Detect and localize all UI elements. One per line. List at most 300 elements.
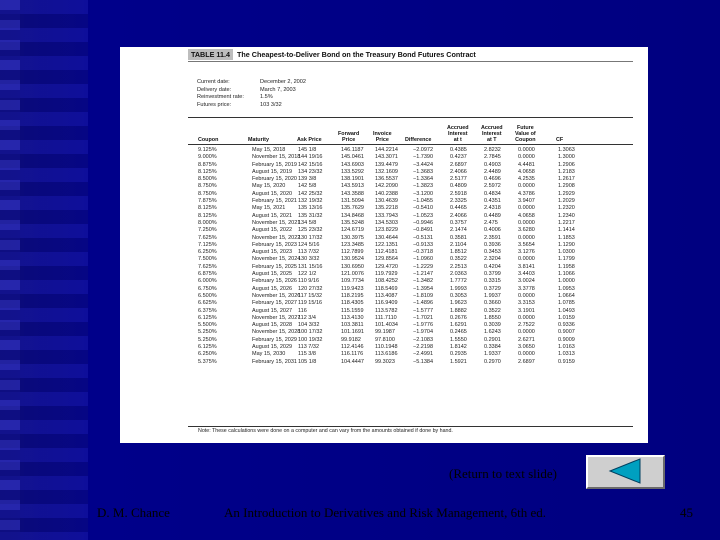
table-cell: 1.1066: [558, 271, 575, 278]
parameter-value: March 7, 2003: [260, 86, 296, 93]
table-cell: 0.0000: [518, 292, 535, 299]
table-cell: August 15, 2025: [252, 271, 293, 278]
table-cell: 2.3325: [450, 198, 467, 205]
table-cell: 2.8232: [484, 147, 501, 153]
table-cell: 2.0363: [450, 271, 467, 278]
table-cell: 0.4489: [484, 212, 501, 219]
table-image: [120, 47, 648, 443]
table-cell: −1.7390: [413, 154, 434, 161]
table-cell: 1.2320: [558, 205, 575, 212]
table-cell: 124.6719: [341, 227, 364, 234]
table-cell: 117 15/32: [298, 292, 323, 299]
table-cell: 135 13/16: [298, 205, 323, 212]
table-cell: 0.2676: [450, 314, 467, 321]
table-cell: 100 19/32: [298, 336, 323, 343]
table-cell: 4.3786: [518, 190, 535, 197]
table-cell: February 15, 2027: [252, 300, 297, 307]
table-cell: 9.000%: [198, 154, 217, 161]
table-cell: 0.0000: [518, 329, 535, 336]
table-cell: 138.1901: [341, 176, 364, 183]
table-cell: 143.6903: [341, 161, 364, 168]
table-cell: 101.4034: [375, 322, 398, 329]
parameter-label: Futures price:: [197, 101, 232, 108]
column-header: Future Value of Coupon: [515, 125, 536, 143]
table-cell: 1.0313: [558, 351, 575, 358]
column-header: Maturity: [248, 137, 269, 143]
parameter-row: [197, 87, 306, 95]
table-cell: 1.1799: [558, 256, 575, 263]
table-cell: 133.5292: [341, 168, 364, 175]
table-cell: February 15, 2031: [252, 358, 297, 365]
table-cell: 1.7772: [450, 278, 467, 285]
title-divider: [188, 61, 633, 62]
table-cell: 113 7/32: [298, 344, 320, 351]
table-cell: 143.3071: [375, 154, 398, 161]
footer-rule: [188, 426, 633, 427]
table-cell: 2.5972: [484, 183, 501, 190]
table-cell: November 15, 2028: [252, 329, 301, 336]
table-cell: 131 15/16: [298, 263, 323, 270]
table-cell: 0.3315: [484, 278, 501, 285]
table-cell: 133.7943: [375, 212, 398, 219]
table-cell: 0.4385: [450, 147, 467, 153]
table-cell: 5.250%: [198, 329, 217, 336]
table-cell: 123.3485: [341, 241, 364, 248]
table-cell: 0.0000: [518, 256, 535, 263]
table-cell: 99.3023: [375, 358, 395, 365]
table-cell: −2.0972: [413, 147, 434, 153]
table-cell: 0.3581: [450, 234, 467, 241]
table-cell: 3.1276: [518, 249, 535, 256]
return-button[interactable]: [586, 455, 665, 489]
table-cell: 139 3/8: [298, 176, 317, 183]
table-cell: 8.750%: [198, 190, 217, 197]
table-cell: August 15, 2022: [252, 227, 293, 234]
parameter-row: [197, 94, 306, 102]
table-cell: 134.5303: [375, 219, 398, 226]
table-cell: 7.125%: [198, 241, 217, 248]
table-cell: 103.3811: [341, 322, 364, 329]
table-cell: 1.2908: [558, 183, 575, 190]
table-cell: 1.5921: [450, 358, 467, 365]
table-cell: 1.5550: [450, 336, 467, 343]
table-cell: 3.4403: [518, 271, 535, 278]
table-cell: 1.9337: [484, 351, 501, 358]
table-cell: May 15, 2021: [252, 205, 286, 212]
table-cell: 6.250%: [198, 249, 217, 256]
table-cell: 110.1948: [375, 344, 398, 351]
table-cell: 130.6950: [341, 263, 364, 270]
table-cell: 6.375%: [198, 307, 217, 314]
parameter-label: Reinvestment rate:: [197, 94, 244, 101]
table-cell: 4.2535: [518, 176, 535, 183]
parameter-value: 103 3/32: [260, 101, 282, 108]
table-cell: 6.250%: [198, 351, 217, 358]
table-cell: 2.1474: [450, 227, 467, 234]
table-cell: 142.2090: [375, 183, 398, 190]
table-cell: 0.2465: [450, 329, 467, 336]
table-cell: 3.8141: [518, 263, 535, 270]
table-cell: 120 27/32: [298, 285, 323, 292]
table-cell: 99.1987: [375, 329, 395, 336]
table-cell: −1.9704: [413, 329, 434, 336]
table-cell: −1.7021: [413, 314, 434, 321]
table-cell: 112.4146: [341, 344, 364, 351]
decorative-stripe-inner: [0, 0, 20, 540]
table-cell: 139.4479: [375, 161, 398, 168]
table-cell: 0.9007: [558, 329, 575, 336]
table-cell: May 15, 2018: [252, 147, 286, 153]
table-cell: May 15, 2020: [252, 183, 286, 190]
table-cell: November 15, 2022: [252, 234, 301, 241]
table-cell: 112.7899: [341, 249, 364, 256]
table-cell: 112 3/4: [298, 314, 316, 321]
table-cell: −0.5410: [413, 205, 434, 212]
table-cell: February 15, 2019: [252, 161, 297, 168]
table-cell: February 15, 2025: [252, 263, 297, 270]
table-cell: −1.4896: [413, 300, 434, 307]
footer-book-title: An Introduction to Derivatives and Risk Management, 6th ed.: [224, 505, 547, 520]
table-cell: 116.1176: [341, 351, 364, 358]
table-cell: 1.1414: [558, 227, 575, 234]
column-header: CF: [556, 137, 564, 143]
table-cell: 109.7734: [341, 278, 364, 285]
table-cell: February 15, 2021: [252, 198, 297, 205]
table-cell: 6.875%: [198, 271, 217, 278]
column-header: Difference: [405, 137, 432, 143]
table-cell: 2.3204: [484, 256, 501, 263]
table-cell: 0.0000: [518, 183, 535, 190]
table-cell: 3.0024: [518, 278, 535, 285]
table-cell: 8.125%: [198, 205, 217, 212]
table-cell: 0.9336: [558, 322, 575, 329]
table-cell: 143.5913: [341, 183, 364, 190]
table-cell: February 15, 2023: [252, 241, 297, 248]
table-cell: −3.1200: [413, 190, 434, 197]
table-cell: 119.9423: [341, 285, 364, 292]
column-header: Forward Price: [338, 131, 360, 143]
table-cell: May 15, 2030: [252, 351, 286, 358]
table-cell: 1.0000: [558, 278, 575, 285]
table-cell: −0.9133: [413, 241, 434, 248]
table-cell: 2.1104: [450, 241, 467, 248]
table-cell: 116.9409: [375, 300, 398, 307]
footer-page-number: 45: [680, 505, 693, 520]
table-cell: 104.4447: [341, 358, 364, 365]
table-cell: 8.000%: [198, 219, 217, 226]
table-cell: 2.5177: [450, 176, 467, 183]
table-cell: 1.0785: [558, 300, 575, 307]
table-cell: 105 1/8: [298, 358, 317, 365]
table-cell: 119.7929: [375, 271, 398, 278]
table-cell: 6.125%: [198, 344, 217, 351]
table-cell: 0.3522: [484, 307, 501, 314]
table-cell: 3.1901: [518, 307, 535, 314]
table-cell: 124 5/16: [298, 241, 320, 248]
table-cell: 101.1691: [341, 329, 364, 336]
table-cell: 0.3729: [484, 285, 501, 292]
table-cell: 135.2218: [375, 205, 398, 212]
table-cell: 111.7110: [375, 314, 397, 321]
table-note: Note: These calculations were done on a computer and can vary from the amounts obtained if done by hand.: [198, 428, 453, 434]
table-cell: 142 15/16: [298, 161, 323, 168]
table-title-text: The Cheapest-to-Deliver Bond on the Treasury Bond Futures Contract: [237, 50, 476, 59]
table-cell: 2.3591: [484, 234, 501, 241]
table-cell: −0.8491: [413, 227, 434, 234]
table-cell: 2.4066: [450, 212, 467, 219]
table-cell: 2.2513: [450, 263, 467, 270]
table-cell: −1.8109: [413, 292, 434, 299]
table-cell: 1.1290: [558, 241, 575, 248]
table-cell: February 15, 2020: [252, 176, 297, 183]
table-cell: 7.875%: [198, 198, 217, 205]
table-cell: 1.3063: [558, 147, 575, 153]
table-cell: 0.4237: [450, 154, 467, 161]
table-cell: 136.5537: [375, 176, 398, 183]
parameter-value: 1.5%: [260, 94, 273, 101]
table-cell: 1.9993: [450, 285, 467, 292]
table-cell: 0.3039: [484, 322, 501, 329]
table-cell: −0.5131: [413, 234, 434, 241]
table-cell: 1.0163: [558, 344, 575, 351]
table-cell: 131.5094: [341, 198, 364, 205]
table-cell: 1.2029: [558, 198, 575, 205]
table-cell: 5.500%: [198, 322, 217, 329]
parameter-label: Delivery date:: [197, 86, 232, 93]
table-cell: 115.1559: [341, 307, 364, 314]
table-cell: −1.0455: [413, 198, 434, 205]
table-cell: 0.4006: [484, 227, 501, 234]
table-cell: 130.4639: [375, 198, 398, 205]
table-cell: 1.6291: [450, 322, 467, 329]
table-cell: 8.500%: [198, 176, 217, 183]
table-cell: −3.4424: [413, 161, 434, 168]
table-cell: 112.4181: [375, 249, 398, 256]
table-cell: August 15, 2023: [252, 249, 293, 256]
return-to-text-link[interactable]: (Return to text slide): [449, 466, 557, 481]
header-bottom-rule: [188, 144, 633, 145]
table-cell: 115 3/8: [298, 351, 316, 358]
table-cell: 1.1958: [558, 263, 575, 270]
table-cell: −1.3482: [413, 278, 434, 285]
table-cell: 1.3000: [558, 154, 575, 161]
table-cell: 2.4489: [484, 168, 501, 175]
table-cell: 130.9524: [341, 256, 364, 263]
table-cell: 134 23/32: [298, 168, 323, 175]
table-cell: 135 31/32: [298, 212, 323, 219]
table-cell: 0.3522: [450, 256, 467, 263]
table-cell: 8.125%: [198, 168, 217, 175]
table-cell: 144 19/16: [298, 154, 323, 161]
table-cell: 2.6271: [518, 336, 535, 343]
table-cell: August 15, 2026: [252, 285, 293, 292]
table-cell: February 15, 2029: [252, 336, 297, 343]
table-cell: 2.5918: [450, 190, 467, 197]
table-cell: 132 19/32: [298, 198, 323, 205]
table-cell: 1.0300: [558, 249, 575, 256]
table-cell: 3.0650: [518, 344, 535, 351]
column-header: Ask Price: [297, 137, 322, 143]
table-cell: 7.625%: [198, 263, 217, 270]
table-cell: 0.2970: [484, 358, 501, 365]
table-cell: 1.0953: [558, 285, 575, 292]
table-cell: 9.125%: [198, 147, 217, 153]
table-cell: August 15, 2021: [252, 212, 293, 219]
table-cell: 1.2217: [558, 219, 575, 226]
table-cell: 0.0000: [518, 314, 535, 321]
table-cell: 129.8564: [375, 256, 398, 263]
table-cell: 0.0000: [518, 351, 535, 358]
table-cell: 0.3453: [484, 249, 501, 256]
table-cell: August 15, 2027: [252, 307, 293, 314]
table-cell: 143.3588: [341, 190, 364, 197]
table-cell: November 15, 2027: [252, 314, 301, 321]
table-cell: 0.0000: [518, 234, 535, 241]
table-cell: 113.4130: [341, 314, 364, 321]
table-cell: 1.2906: [558, 161, 575, 168]
table-cell: February 15, 2026: [252, 278, 297, 285]
table-cell: 7.250%: [198, 227, 217, 234]
table-cell: −5.1384: [413, 358, 434, 365]
table-cell: 113.6186: [375, 351, 398, 358]
table-cell: −2.2198: [413, 344, 434, 351]
table-cell: 0.3384: [484, 344, 501, 351]
table-cell: 145.0461: [341, 154, 364, 161]
table-cell: 1.0159: [558, 314, 575, 321]
table-cell: −1.3683: [413, 168, 434, 175]
table-cell: 134.8468: [341, 212, 364, 219]
table-cell: 130.4644: [375, 234, 398, 241]
table-cell: 3.3778: [518, 285, 535, 292]
table-cell: 118.2195: [341, 292, 364, 299]
table-cell: −0.9946: [413, 219, 434, 226]
table-cell: 132.1609: [375, 168, 398, 175]
table-cell: 0.4809: [450, 183, 467, 190]
table-cell: 4.0658: [518, 168, 535, 175]
table-cell: 1.9937: [484, 292, 501, 299]
table-cell: 6.750%: [198, 285, 217, 292]
table-cell: 0.4903: [484, 161, 501, 168]
table-cell: 3.6280: [518, 227, 535, 234]
table-cell: 6.500%: [198, 292, 217, 299]
table-cell: 2.4066: [450, 168, 467, 175]
table-cell: 6.125%: [198, 314, 217, 321]
table-cell: 140.2388: [375, 190, 398, 197]
table-cell: 3.3153: [518, 300, 535, 307]
table-cell: 134 5/8: [298, 219, 317, 226]
table-cell: −2.1083: [413, 336, 434, 343]
table-cell: November 15, 2024: [252, 256, 301, 263]
table-cell: 146.1187: [341, 147, 364, 153]
parameter-list: [197, 79, 306, 109]
table-cell: 135.5248: [341, 219, 364, 226]
table-cell: 130 17/32: [298, 234, 323, 241]
column-header: Coupon: [198, 137, 219, 143]
parameter-label: Current date:: [197, 79, 230, 85]
left-triangle-icon: [588, 457, 663, 487]
column-header: Invoice Price: [373, 131, 392, 143]
table-cell: 0.0000: [518, 205, 535, 212]
table-cell: 8.125%: [198, 212, 217, 219]
table-cell: 1.2929: [558, 190, 575, 197]
table-cell: −1.5777: [413, 307, 434, 314]
parameter-row: [197, 79, 306, 87]
table-cell: 108.4252: [375, 278, 398, 285]
table-cell: 2.475: [484, 219, 498, 226]
table-cell: 1.8882: [450, 307, 467, 314]
table-cell: 1.8142: [450, 344, 467, 351]
table-cell: 122 1/2: [298, 271, 317, 278]
table-cell: 0.0000: [518, 219, 535, 226]
table-cell: −0.3718: [413, 249, 434, 256]
table-cell: 8.750%: [198, 183, 217, 190]
table-cell: 130.3975: [341, 234, 364, 241]
table-cell: 123.8229: [375, 227, 398, 234]
table-cell: 121.0076: [341, 271, 364, 278]
table-cell: 2.4318: [484, 205, 501, 212]
table-cell: −1.3364: [413, 176, 434, 183]
table-cell: 0.3053: [450, 292, 467, 299]
table-cell: 1.8550: [484, 314, 501, 321]
table-cell: 1.2183: [558, 168, 575, 175]
table-cell: 1.1853: [558, 234, 575, 241]
table-cell: 1.8512: [450, 249, 467, 256]
table-cell: 118.4305: [341, 300, 364, 307]
footer-author: D. M. Chance: [97, 505, 170, 520]
table-cell: 6.625%: [198, 300, 217, 307]
header-top-rule: [188, 117, 633, 118]
table-cell: 0.3799: [484, 271, 501, 278]
table-cell: −1.2147: [413, 271, 434, 278]
table-number: TABLE 11.4: [188, 49, 233, 60]
table-cell: 0.0000: [518, 147, 535, 153]
table-cell: 97.8100: [375, 336, 395, 343]
table-cell: 0.4351: [484, 198, 501, 205]
table-cell: −1.2229: [413, 263, 434, 270]
table-cell: 145 1/8: [298, 147, 317, 153]
table-cell: 0.4204: [484, 263, 501, 270]
table-cell: 1.0664: [558, 292, 575, 299]
table-cell: 0.0000: [518, 154, 535, 161]
table-cell: 0.3936: [484, 241, 501, 248]
table-cell: −1.3823: [413, 183, 434, 190]
table-cell: −1.0960: [413, 256, 434, 263]
column-header: Accrued Interest at t: [447, 125, 469, 143]
table-cell: November 15, 2021: [252, 219, 301, 226]
table-cell: −1.0523: [413, 212, 434, 219]
table-cell: 118.5469: [375, 285, 398, 292]
table-cell: 142 5/8: [298, 183, 317, 190]
table-cell: August 15, 2028: [252, 322, 293, 329]
table-cell: 3.5654: [518, 241, 535, 248]
table-cell: −1.9776: [413, 322, 434, 329]
table-cell: 0.4465: [450, 205, 467, 212]
table-cell: November 15, 2026: [252, 292, 301, 299]
table-cell: 2.6897: [450, 161, 467, 168]
parameter-value: December 2, 2002: [260, 79, 307, 85]
table-cell: 0.3660: [484, 300, 501, 307]
table-cell: 1.6243: [484, 329, 501, 336]
table-cell: 0.9009: [558, 336, 575, 343]
table-cell: 100 17/32: [298, 329, 323, 336]
table-cell: 6.000%: [198, 278, 217, 285]
table-cell: August 15, 2020: [252, 190, 293, 197]
parameter-row: [197, 102, 306, 110]
table-cell: 113 7/32: [298, 249, 320, 256]
table-cell: 5.250%: [198, 336, 217, 343]
table-cell: 8.875%: [198, 161, 217, 168]
table-cell: 122.1351: [375, 241, 398, 248]
